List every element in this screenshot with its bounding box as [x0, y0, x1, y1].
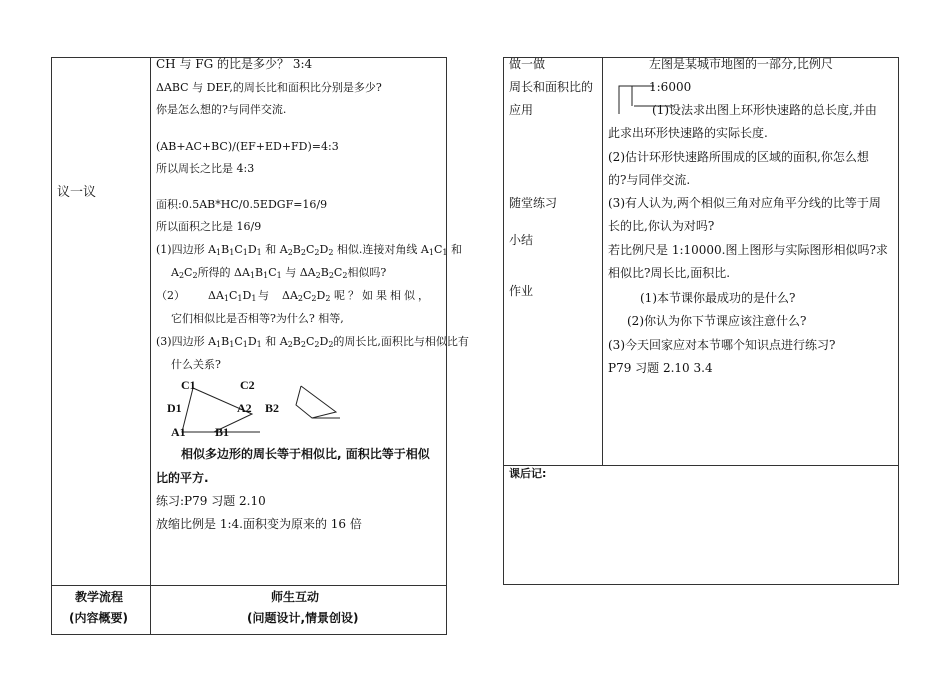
practice-line: 练习:P79 习题 2.10: [156, 494, 266, 508]
footer-question-design: (问题设计,情景创设): [247, 611, 359, 625]
text-line: 的?与同伴交流.: [608, 173, 691, 187]
question-1-line-2: $A_2C_2$所得的 $\Delta A_1B_1C_1$ 与 $\Delta A_2B_2C_2$相似吗?: [171, 266, 387, 280]
label-homework: 作业: [509, 284, 534, 298]
right-table-row-divider: [503, 465, 899, 466]
text-line: (2)估计环形快速路所围成的区域的面积,你怎么想: [608, 150, 869, 164]
after-class-notes-label: 课后记:: [509, 467, 547, 480]
text-line: (3)有人认为,两个相似三角对应角平分线的比等于周: [608, 196, 881, 210]
text-line: (AB+AC+BC)/(EF+ED+FD)=4:3: [156, 140, 339, 153]
right-table-right-border: [898, 57, 899, 585]
label-a1: A1: [171, 425, 186, 439]
text-line: (3)今天回家应对本节哪个知识点进行练习?: [608, 338, 836, 352]
question-2-tail: 呢？如果相似，: [334, 289, 432, 302]
left-table-bottom-border: [51, 634, 447, 635]
question-3-line-1: (3)四边形 $A_1B_1C_1D_1$ 和 $A_2B_2C_2D_2$的周长比,面积比与相似比有: [156, 335, 469, 349]
left-table-left-border: [51, 57, 52, 635]
side-label-discuss: 议一议: [57, 185, 97, 200]
right-table-bottom-border: [503, 584, 899, 585]
text-line: 1:6000: [649, 80, 692, 94]
quadrilateral-2: [296, 386, 336, 418]
text-line: 所以周长之比是 4:3: [156, 162, 255, 175]
label-perimeter-area-2: 应用: [509, 103, 534, 117]
question-2-part-b: $\Delta A_2C_2D_2$: [282, 289, 331, 303]
label-b1: B1: [215, 425, 230, 439]
text-line: 所以面积之比是 16/9: [156, 220, 262, 233]
text-line: 长的比,你认为对吗?: [608, 219, 715, 233]
text-line: 面积:0.5AB*HC/0.5EDGF=16/9: [156, 198, 328, 211]
text-line: 你是怎么想的?与同伴交流.: [156, 103, 287, 116]
conclusion-line-1: 相似多边形的周长等于相似比, 面积比等于相似: [181, 447, 430, 461]
scale-line: 放缩比例是 1:4.面积变为原来的 16 倍: [156, 517, 362, 531]
question-2-part-a: $\Delta A_1C_1D_1$: [208, 289, 257, 303]
label-do-it: 做一做: [509, 57, 546, 71]
question-1-line-1: (1)四边形 $A_1B_1C_1D_1$ 和 $A_2B_2C_2D_2$ 相似.连接对角线 $A_1C_1$ 和: [156, 243, 462, 257]
question-2-number: （2）: [156, 289, 185, 302]
text-line: 若比例尺是 1:10000.图上图形与实际图形相似吗?求: [608, 243, 888, 257]
text-line: (1)本节课你最成功的是什么?: [640, 291, 796, 305]
label-perimeter-area-1: 周长和面积比的: [509, 80, 594, 94]
footer-content-summary: (内容概要): [69, 611, 128, 625]
footer-teacher-student: 师生互动: [271, 590, 320, 604]
text-line: P79 习题 2.10 3.4: [608, 361, 713, 375]
question-2-mid: 与: [258, 289, 269, 302]
left-table-column-divider: [150, 57, 151, 635]
label-a2: A2: [237, 401, 252, 415]
question-2-line-2: 它们相似比是否相等?为什么? 相等,: [171, 312, 344, 325]
left-table-footer-divider: [51, 585, 447, 586]
text-line: (2)你认为你下节课应该注意什么?: [627, 314, 807, 328]
text-line: 相似比?周长比,面积比.: [608, 266, 731, 280]
footer-teaching-flow: 教学流程: [75, 590, 124, 604]
text-line: (1)设法求出图上环形快速路的总长度,并由: [652, 103, 877, 117]
question-3-line-2: 什么关系?: [171, 358, 221, 371]
label-c1: C1: [181, 378, 196, 392]
conclusion-line-2: 比的平方.: [156, 471, 209, 485]
text-line: 此求出环形快速路的实际长度.: [608, 126, 768, 140]
text-line: ΔABC 与 DEF,的周长比和面积比分别是多少?: [156, 81, 382, 94]
right-table-left-border: [503, 57, 504, 585]
label-class-practice: 随堂练习: [509, 196, 558, 210]
label-d1: D1: [167, 401, 182, 415]
label-c2: C2: [240, 378, 255, 392]
label-b2: B2: [265, 401, 280, 415]
text-line: 左图是某城市地图的一部分,比例尺: [649, 57, 833, 71]
right-table-column-divider: [602, 57, 603, 465]
label-summary: 小结: [509, 233, 534, 247]
text-line: CH 与 FG 的比是多少？ 3:4: [156, 57, 313, 71]
